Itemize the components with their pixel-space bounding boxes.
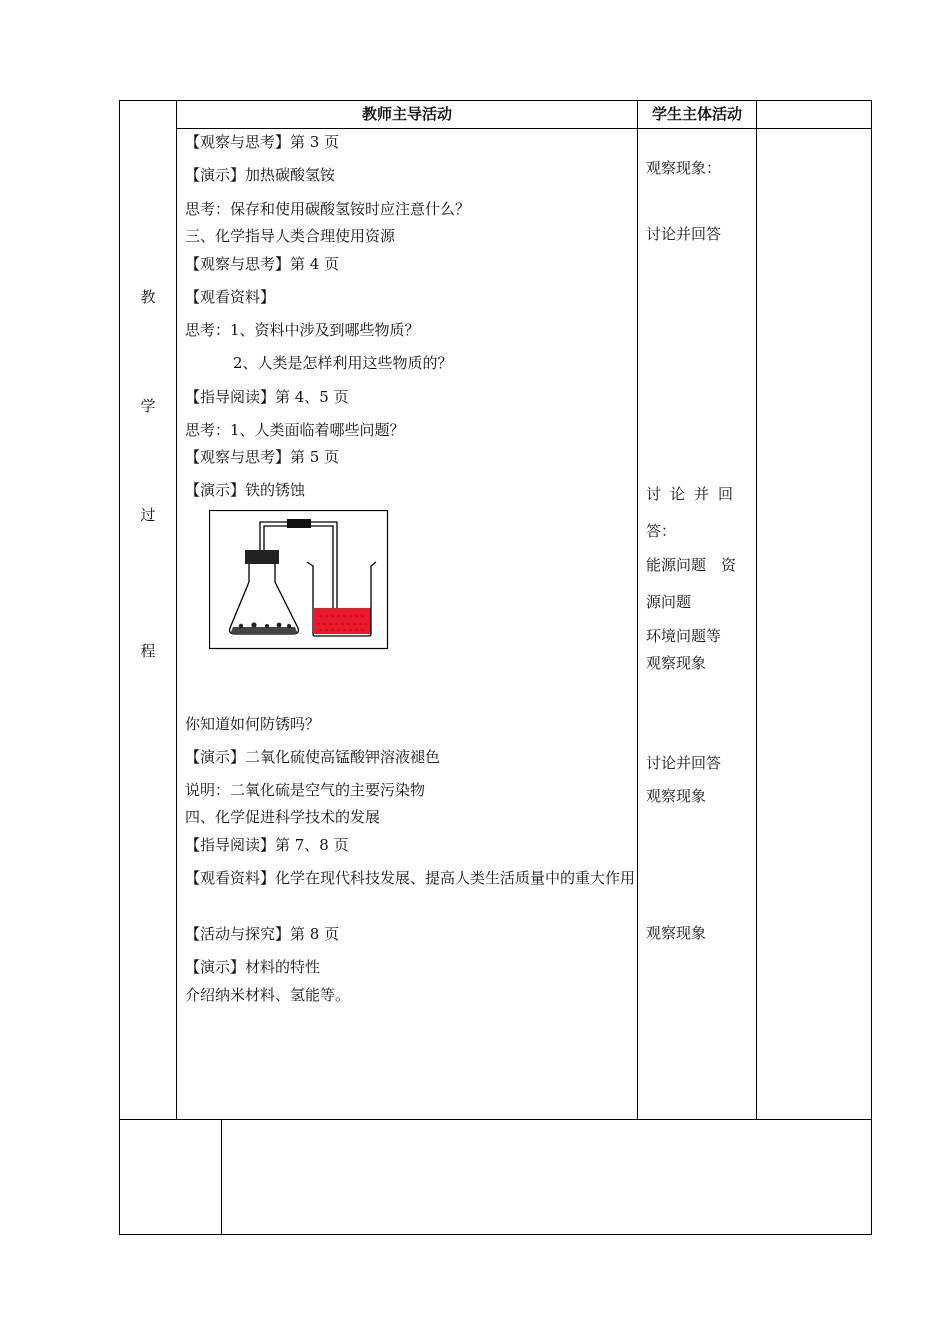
teacher-line: 说明：二氧化硫是空气的主要污染物: [185, 781, 426, 799]
teacher-line: 2、人类是怎样利用这些物质的？: [233, 354, 453, 372]
student-line: 能源问题 资: [646, 556, 737, 574]
teacher-line: 思考：保存和使用碳酸氢铵时应注意什么？: [185, 200, 471, 218]
teacher-line: 【指导阅读】第 7、8 页: [185, 836, 349, 854]
student-line: 观察现象: [646, 654, 707, 672]
student-line: 答：: [646, 522, 677, 540]
teacher-line: 【演示】二氧化硫使高锰酸钾溶液褪色: [185, 748, 441, 766]
side-col-border: [176, 100, 177, 1120]
student-line: 观察现象: [646, 924, 707, 942]
teacher-line: 【演示】材料的特性: [185, 958, 321, 976]
teacher-line: 【演示】加热碳酸氢铵: [185, 166, 336, 184]
header-bottom-border: [176, 128, 872, 129]
student-line: 讨论并回: [646, 485, 743, 503]
teacher-line: 思考：1、人类面临着哪些问题？: [185, 421, 405, 439]
side-label-4: 程: [140, 642, 156, 660]
table-top-border: [119, 100, 872, 101]
student-col-header: 学生主体活动: [651, 105, 742, 123]
rubber-connector: [287, 519, 311, 528]
table-bottom-border: [119, 1234, 872, 1235]
teacher-line: 【演示】铁的锈蚀: [185, 481, 306, 499]
teacher-col-border: [637, 100, 638, 1120]
teacher-line: 【观察与思考】第 4 页: [185, 255, 340, 273]
teacher-line: 你知道如何防锈吗？: [185, 715, 321, 733]
teacher-line: 【观看资料】化学在现代科技发展、提高人类生活质量中的重大作用: [185, 869, 636, 887]
bottom-row-divider: [221, 1119, 222, 1235]
student-line: 源问题: [646, 593, 692, 611]
teacher-line: 三、化学指导人类合理使用资源: [185, 227, 396, 245]
table-right-border: [871, 100, 872, 1235]
student-line: 观察现象：: [646, 159, 722, 177]
teacher-line: 【活动与探究】第 8 页: [185, 925, 340, 943]
student-line: 环境问题等: [646, 627, 722, 645]
side-label-2: 学: [140, 397, 156, 415]
teacher-line: 【观看资料】: [185, 288, 276, 306]
teacher-line: 介绍纳米材料、氢能等。: [185, 986, 351, 1004]
table-left-border: [119, 100, 120, 1235]
flask-stopper: [245, 550, 279, 564]
student-col-border: [756, 100, 757, 1120]
iron-rust-apparatus-figure: [209, 510, 389, 650]
side-label-1: 教: [140, 288, 156, 306]
student-line: 观察现象: [646, 787, 707, 805]
side-label-3: 过: [140, 506, 156, 524]
student-line: 讨论并回答: [646, 754, 722, 772]
teacher-line: 【指导阅读】第 4、5 页: [185, 388, 349, 406]
teacher-line: 四、化学促进科学技术的发展: [185, 808, 381, 826]
teacher-line: 【观察与思考】第 3 页: [185, 133, 340, 151]
row-divider: [119, 1119, 872, 1120]
student-line: 讨论并回答: [646, 225, 722, 243]
teacher-col-header: 教师主导活动: [361, 105, 452, 123]
teacher-line: 【观察与思考】第 5 页: [185, 448, 340, 466]
teacher-line: 思考：1、资料中涉及到哪些物质？: [185, 321, 420, 339]
